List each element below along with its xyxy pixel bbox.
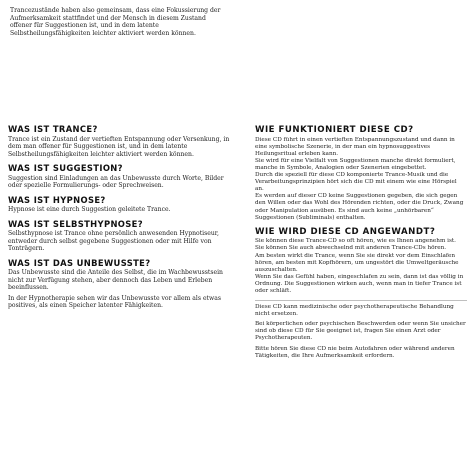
text-trance: Trance ist ein Zustand der vertieften Entspannung oder Versenkung, in dem man offener für Suggestionen ist, und in dem latente Selbstheilungsfähigkeiten leichter aktiviert werden können. xyxy=(8,135,230,158)
text-suggestion: Suggestion sind Einladungen an das Unbewusste durch Worte, Bilder oder spezielle Formulierungs- oder Sprechweisen. xyxy=(8,174,224,190)
text-anwendung-3: Am besten wirkt die Trance, wenn Sie sie direkt vor dem Einschlafen hören, am besten mit Kopfhörern, um ungestört die Umweltgeräusche auszuschalten. xyxy=(255,252,459,273)
left-column xyxy=(8,125,230,310)
section-unbewusste xyxy=(8,259,230,310)
heading-wie-angewandt: WIE WIRD DIESE CD ANGEWANDT? xyxy=(255,226,436,237)
text-funktion-4: Es werden auf dieser CD keine Suggestionen gegeben, die sich gegen den Willen oder das Wohl des Hörenden richten, oder die Druck, Zwang oder Manipulation ausüben. Es sind auch keine „unhörbaren“ Suggestionen (Subliminals) enthalten. xyxy=(255,193,464,221)
section-hinweise xyxy=(255,304,467,360)
text-anwendung-2: Sie können Sie auch abwechselnd mit anderen Trance-CDs hören. xyxy=(255,245,447,252)
heading-was-ist-suggestion: WAS IST SUGGESTION? xyxy=(8,163,123,174)
text-hinweis-1: Diese CD kann medizinische oder psychotherapeutische Behandlung nicht ersetzen. xyxy=(255,304,454,318)
heading-was-ist-selbsthypnose: WAS IST SELBSTHYPNOSE? xyxy=(8,218,143,229)
heading-was-ist-das-unbewusste: WAS IST DAS UNBEWUSSTE? xyxy=(8,257,151,268)
section-suggestion xyxy=(8,164,230,190)
text-unbewusste-1: Das Unbewusste sind die Anteile des Selbst, die im Wachbewusstsein nicht zur Verfügung stehen, aber dennoch das Leben und Erleben beeinflussen. xyxy=(8,269,223,292)
text-hinweis-3: Bitte hören Sie diese CD nie beim Autofahren oder während anderen Tätigkeiten, die Ihre Aufmerksamkeit erfordern. xyxy=(255,345,455,359)
text-unbewusste-2: In der Hypnotherapie sehen wir das Unbewusste vor allem als etwas positives, als einen Speicher latenter Fähigkeiten. xyxy=(8,294,221,310)
divider-line xyxy=(255,300,467,301)
section-selbsthypnose xyxy=(8,220,230,253)
text-selbsthypnose: Selbsthypnose ist Trance ohne persönlich anwesenden Hypnotiseur, entweder durch selbst gegebene Suggestionen oder mit Hilfe von Tonträgern. xyxy=(8,230,219,253)
section-anwendung xyxy=(255,228,467,295)
text-anwendung-4: Wenn Sie das Gefühl haben, eingeschlafen zu sein, dann ist das völlig in Ordnung. Die Suggestionen wirken auch, wenn man in tiefer Trance ist oder schläft. xyxy=(255,273,464,294)
section-trance xyxy=(8,125,230,158)
right-column xyxy=(255,126,467,360)
heading-wie-funktioniert: WIE FUNKTIONIERT DIESE CD? xyxy=(255,125,414,135)
intro-paragraph: Trancezustände haben also gemeinsam, dass eine Fokussierung der Aufmerksamkeit stattfindet und der Mensch in diesem Zustand offener für Suggestionen ist, und in dem latente Selbstheilungsfähigkeiten leichter aktiviert werden können. xyxy=(10,7,221,37)
text-hinweis-2: Bei körperlichen oder psychischen Beschwerden oder wenn Sie unsicher sind ob diese CD für Sie geeignet ist, fragen Sie einen Arzt oder Psychotherapeuten. xyxy=(255,321,466,342)
text-funktion-2: Sie wird für eine Vielfalt von Suggestionen manche direkt formuliert, manche in Symbole, Analogien oder Szenerien eingebettet. xyxy=(255,157,456,171)
text-funktion-3: Durch die speziell für diese CD komponierte Trance-Musik und die Verarbeitungsprinzipien hört sich die CD mit einem wie eine Hörspiel an. xyxy=(255,172,457,193)
text-funktion-1: Diese CD führt in einen vertieften Entspannungszustand und dann in eine symbolische Szenerie, in der man ein hypnosuggestives Heilungsritual erleben kann. xyxy=(255,136,455,157)
section-hypnose xyxy=(8,196,230,214)
heading-was-ist-hypnose: WAS IST HYPNOSE? xyxy=(8,194,106,205)
text-hypnose: Hypnose ist eine durch Suggestion geleitete Trance. xyxy=(8,206,171,214)
heading-was-ist-trance: WAS IST TRANCE? xyxy=(8,124,98,134)
section-funktion xyxy=(255,126,467,222)
text-anwendung-1: Sie können diese Trance-CD so oft hören, wie es Ihnen angenehm ist. xyxy=(255,238,456,245)
